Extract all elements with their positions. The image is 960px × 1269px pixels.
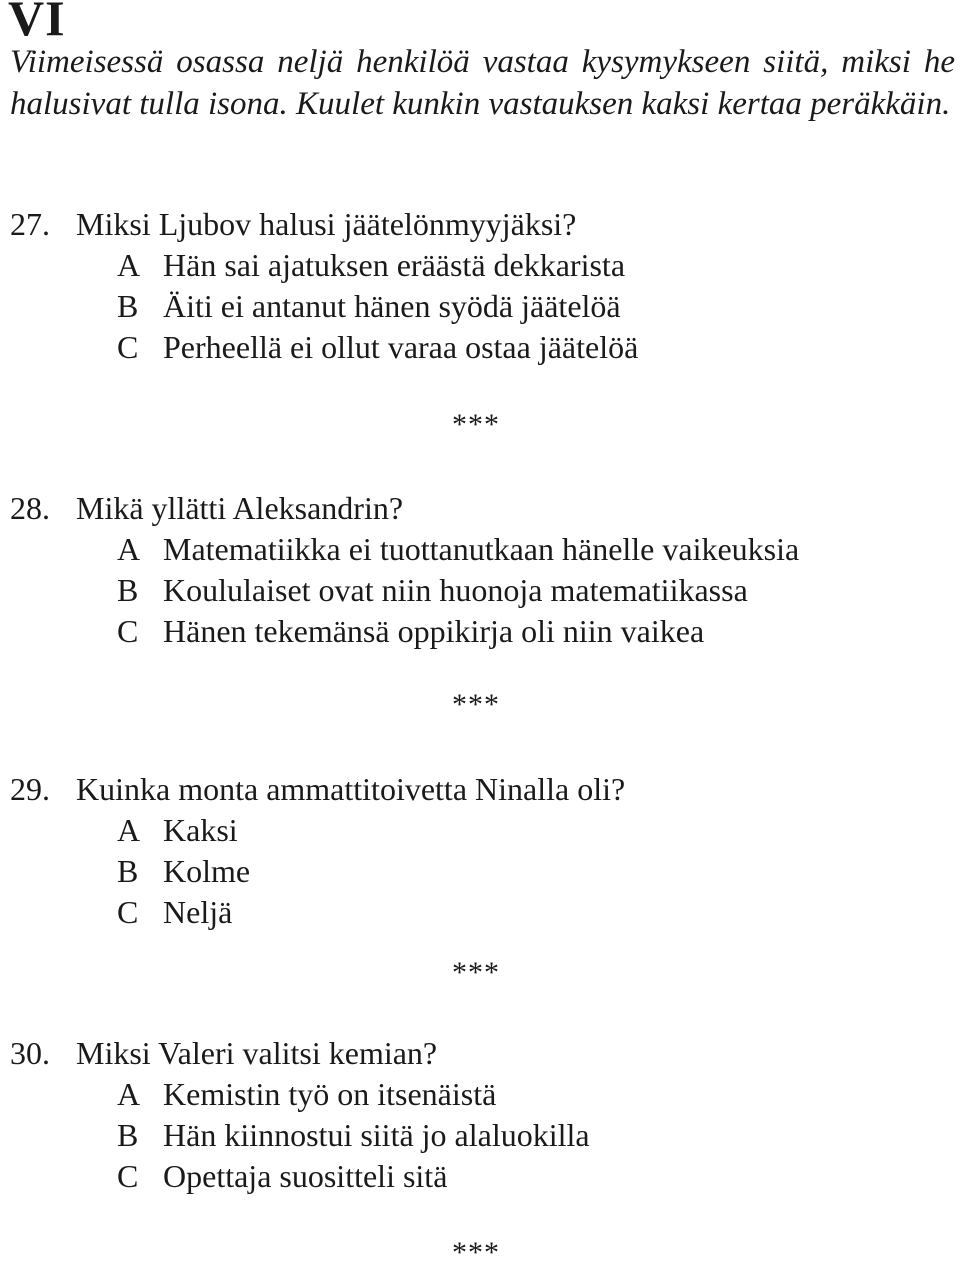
option-text: Hän sai ajatuksen eräästä dekkarista	[163, 247, 626, 283]
question-line	[10, 488, 950, 529]
option-c	[10, 327, 950, 368]
question-line	[10, 204, 950, 245]
option-text: Kaksi	[163, 812, 238, 848]
question-29	[10, 769, 950, 933]
option-a	[10, 529, 950, 570]
option-letter: B	[117, 1117, 139, 1153]
separator-3: ***	[452, 956, 500, 989]
option-b	[10, 1115, 950, 1156]
option-a	[10, 1074, 950, 1115]
option-letter: A	[117, 531, 141, 567]
question-number: 27.	[10, 206, 50, 242]
option-letter: C	[117, 613, 139, 649]
option-text: Neljä	[163, 894, 233, 930]
option-b	[10, 851, 950, 892]
question-28	[10, 488, 950, 652]
question-line	[10, 1033, 950, 1074]
option-text: Hän kiinnostui siitä jo alaluokilla	[163, 1117, 590, 1153]
option-text: Hänen tekemänsä oppikirja oli niin vaikea	[163, 613, 705, 649]
question-line	[10, 769, 950, 810]
question-30	[10, 1033, 950, 1197]
option-text: Kemistin työ on itsenäistä	[163, 1076, 497, 1112]
question-number: 29.	[10, 771, 50, 807]
option-c	[10, 892, 950, 933]
option-b	[10, 570, 950, 611]
option-c	[10, 1156, 950, 1197]
option-letter: A	[117, 247, 141, 283]
option-a	[10, 810, 950, 851]
option-letter: C	[117, 1158, 139, 1194]
section-intro: Viimeisessä osassa neljä henkilöä vastaa kysymykseen siitä, miksi he halusivat tulla isona. Kuulet kunkin vastauksen kaksi kertaa peräkkäin.	[10, 44, 955, 122]
question-number: 28.	[10, 490, 50, 526]
option-c	[10, 611, 950, 652]
option-letter: A	[117, 812, 141, 848]
option-text: Äiti ei antanut hänen syödä jäätelöä	[163, 288, 621, 324]
option-text: Perheellä ei ollut varaa ostaa jäätelöä	[163, 329, 639, 365]
section-heading: VI	[8, 0, 66, 46]
option-letter: C	[117, 329, 139, 365]
option-text: Koululaiset ovat niin huonoja matematiikassa	[163, 572, 748, 608]
option-a	[10, 245, 950, 286]
question-number: 30.	[10, 1035, 50, 1071]
option-b	[10, 286, 950, 327]
question-text: Mikä yllätti Aleksandrin?	[76, 490, 404, 526]
option-letter: B	[117, 288, 139, 324]
option-letter: C	[117, 894, 139, 930]
option-letter: B	[117, 853, 139, 889]
option-text: Kolme	[163, 853, 251, 889]
separator-4: ***	[452, 1236, 500, 1269]
option-text: Opettaja suositteli sitä	[163, 1158, 448, 1194]
question-27	[10, 204, 950, 368]
question-text: Miksi Valeri valitsi kemian?	[76, 1035, 438, 1071]
separator-2: ***	[452, 688, 500, 721]
question-text: Miksi Ljubov halusi jäätelönmyyjäksi?	[76, 206, 577, 242]
question-text: Kuinka monta ammattitoivetta Ninalla oli?	[76, 771, 626, 807]
separator-1: ***	[452, 408, 500, 441]
option-letter: B	[117, 572, 139, 608]
option-letter: A	[117, 1076, 141, 1112]
option-text: Matematiikka ei tuottanutkaan hänelle vaikeuksia	[163, 531, 800, 567]
